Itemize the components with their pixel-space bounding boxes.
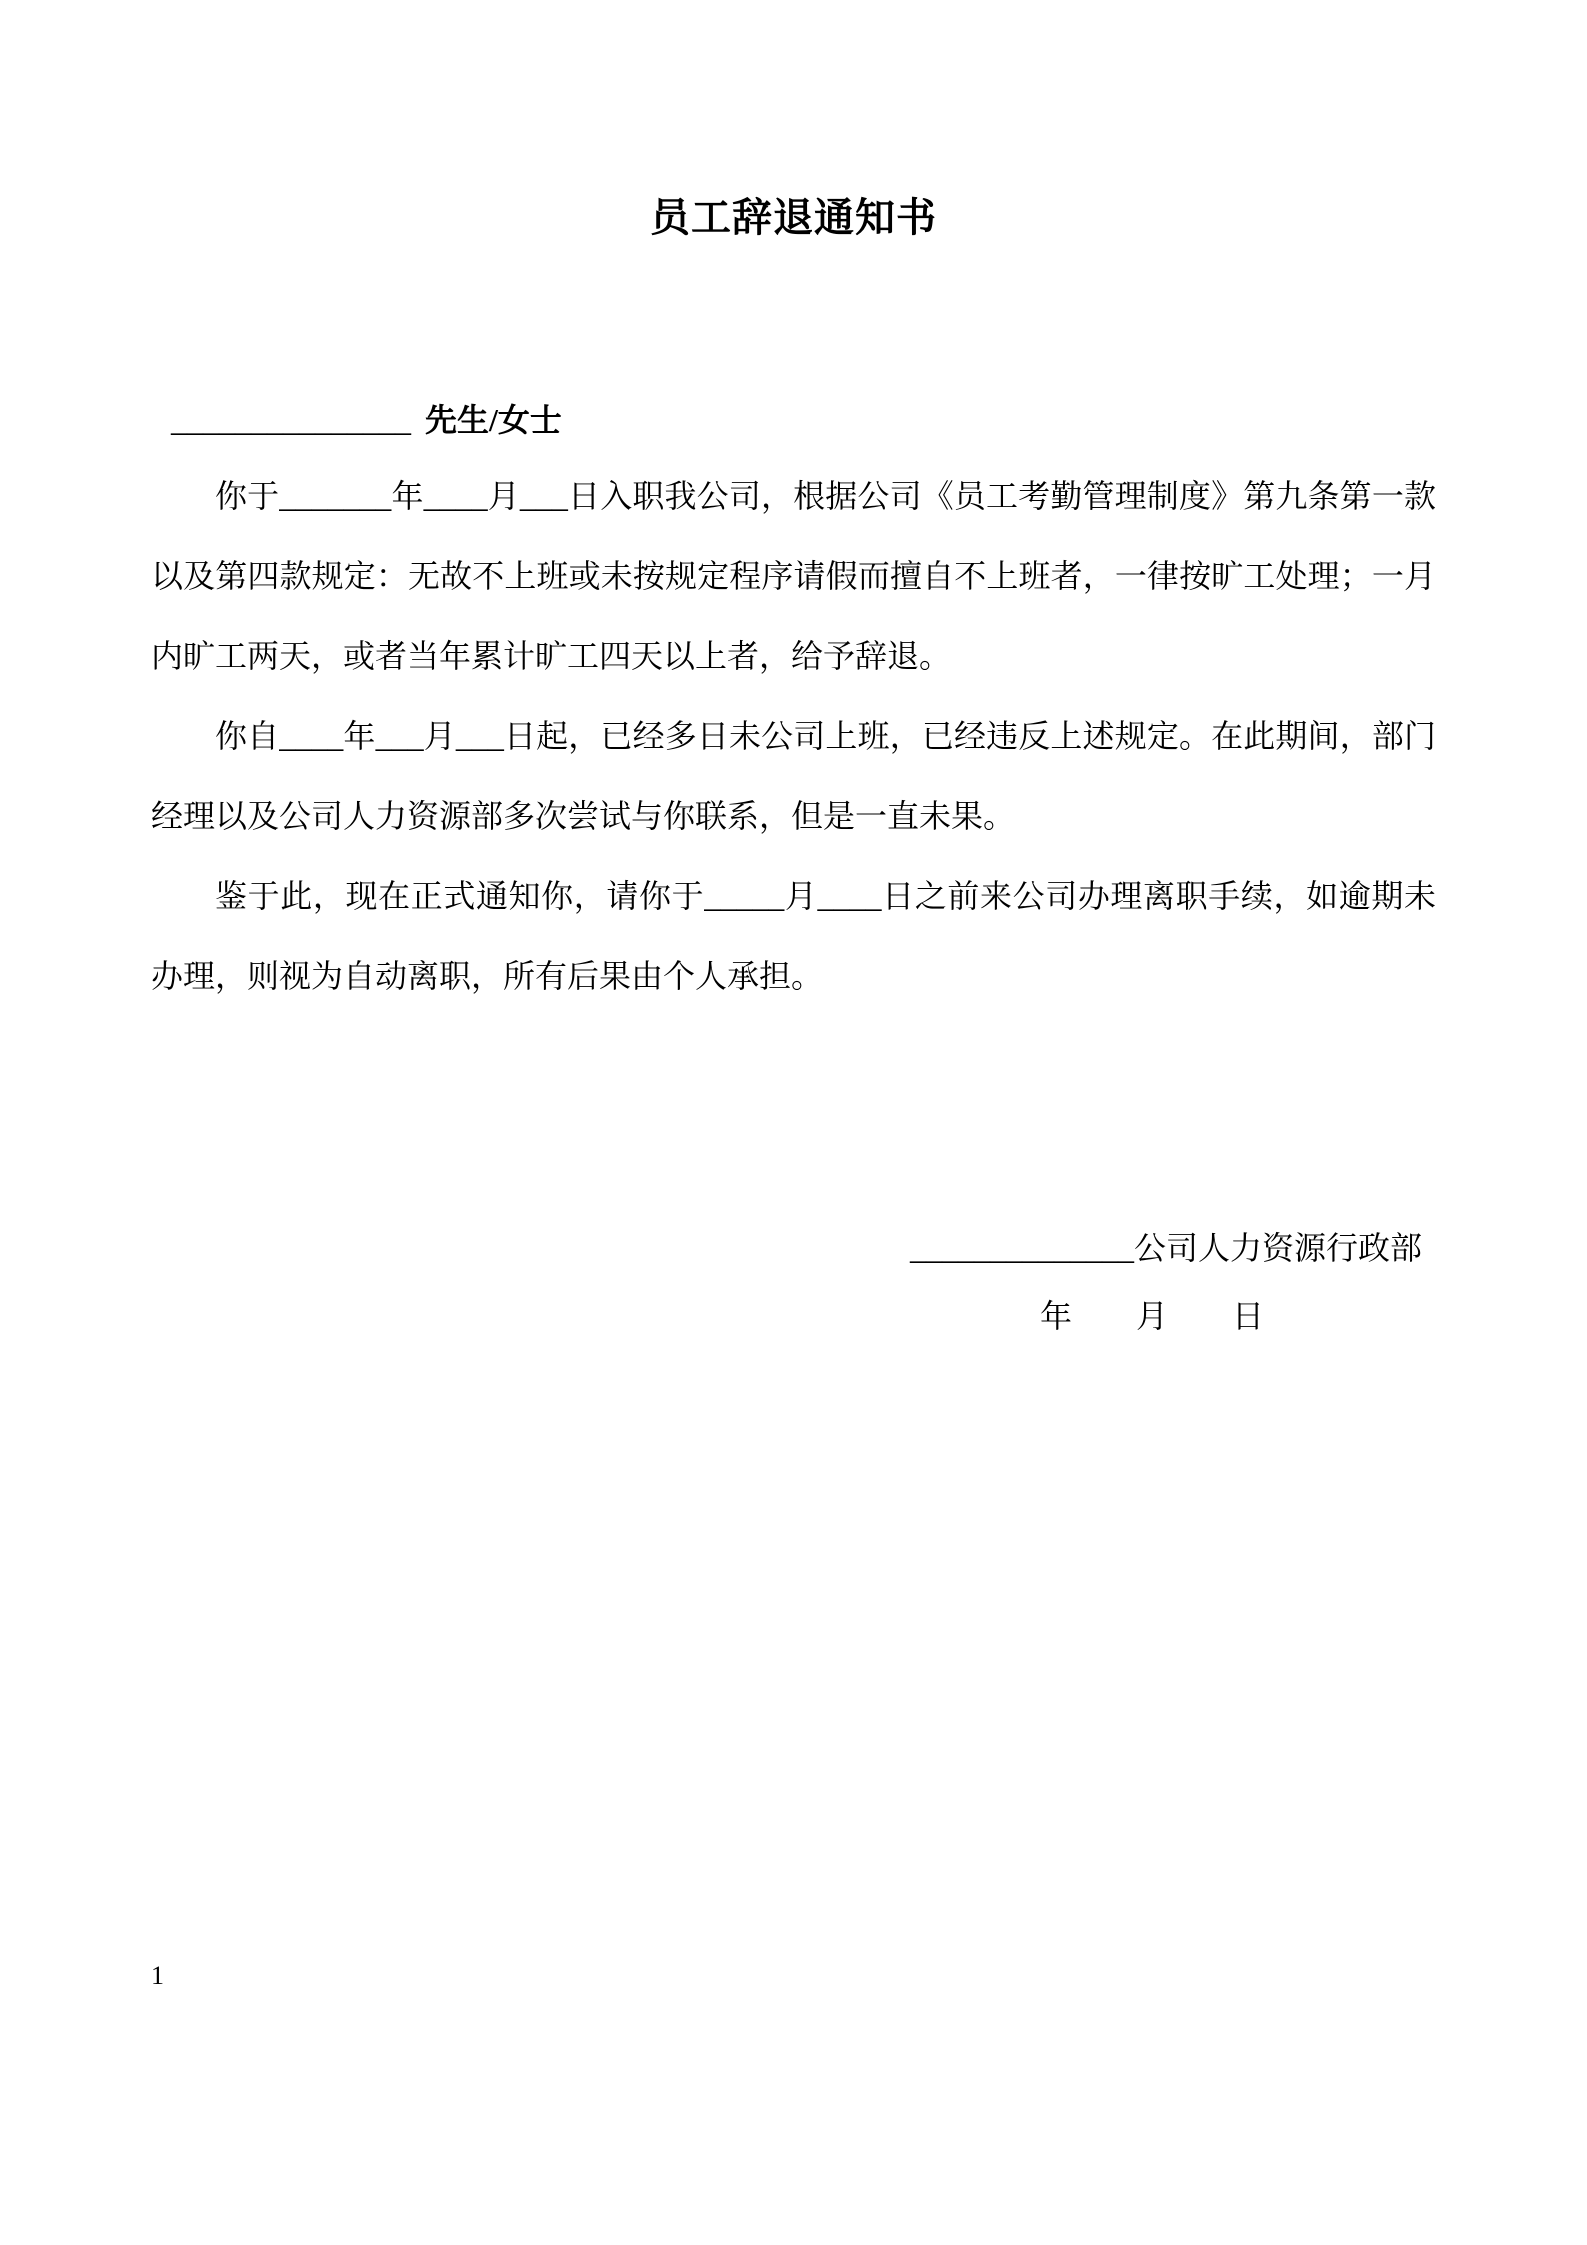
signature-blank: ______________ — [909, 1230, 1134, 1266]
date-line: 年 月 日 — [1039, 1298, 1264, 1334]
paragraph-policy-rules: 你于_______年____月___日入职我公司，根据公司《员工考勤管理制度》第九条第一款以及第四款规定：无故不上班或未按规定程序请假而擅自不上班者，一律按旷工处理；一月内旷工两天，或者当年累计旷工四天以上者，给予辞退。 — [151, 478, 1436, 674]
document-content — [0, 190, 1587, 1348]
document-title: 员工辞退通知书 — [650, 195, 937, 240]
signature-department: 公司人力资源行政部 — [1133, 1230, 1422, 1266]
recipient-name-blank: _______________ — [171, 402, 411, 438]
salutation-label: 先生/女士 — [425, 402, 562, 438]
paragraph-formal-notice: 鉴于此，现在正式通知你，请你于_____月____日之前来公司办理离职手续，如逾期未办理，则视为自动离职，所有后果由个人承担。 — [151, 878, 1436, 994]
signature-line — [151, 1212, 1436, 1284]
salutation-line — [151, 384, 1436, 456]
paragraph-absence-violation: 你自____年___月___日起，已经多日未公司上班，已经违反上述规定。在此期间，部门经理以及公司人力资源部多次尝试与你联系，但是一直未果。 — [151, 718, 1436, 834]
page-number: 1 — [151, 1961, 164, 1990]
